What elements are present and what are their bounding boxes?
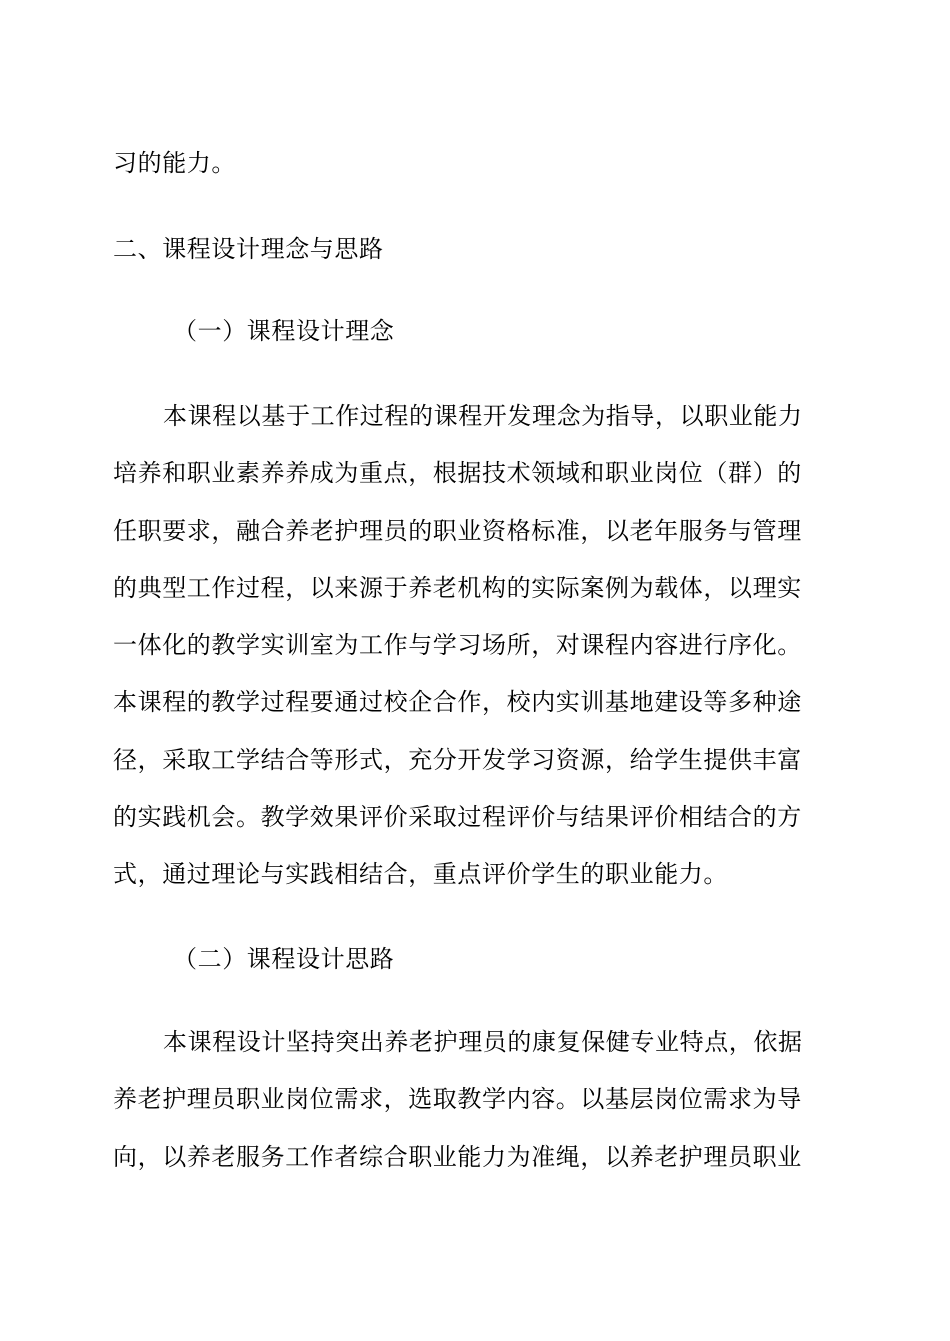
- paragraph-line: 本课程以基于工作过程的课程开发理念为指导，以职业能力: [163, 402, 803, 430]
- paragraph-line: 径，采取工学结合等形式，充分开发学习资源，给学生提供丰富: [113, 745, 802, 774]
- paragraph-line: 一体化的教学实训室为工作与学习场所，对课程内容进行序化。: [113, 631, 802, 660]
- paragraph-line: 本课程的教学过程要通过校企合作，校内实训基地建设等多种途: [113, 688, 802, 717]
- previous-paragraph-tail: 习的能力。: [113, 149, 236, 177]
- subsection-heading-1: （一）课程设计理念: [173, 317, 395, 345]
- section-heading: 二、课程设计理念与思路: [113, 235, 384, 263]
- paragraph-line: 的典型工作过程，以来源于养老机构的实际案例为载体，以理实: [113, 573, 802, 602]
- paragraph-design-philosophy: [113, 388, 803, 904]
- paragraph-line: 的实践机会。教学效果评价采取过程评价与结果评价相结合的方: [113, 803, 802, 832]
- paragraph-design-approach: [113, 1014, 803, 1186]
- paragraph-line: 任职要求，融合养老护理员的职业资格标准，以老年服务与管理: [113, 516, 802, 545]
- paragraph-line: 式，通过理论与实践相结合，重点评价学生的职业能力。: [113, 860, 728, 889]
- paragraph-line: 培养和职业素养养成为重点，根据技术领域和职业岗位（群）的: [113, 459, 802, 488]
- paragraph-line: 本课程设计坚持突出养老护理员的康复保健专业特点，依据: [163, 1028, 803, 1056]
- subsection-heading-2: （二）课程设计思路: [173, 945, 395, 973]
- paragraph-line: 向，以养老服务工作者综合职业能力为准绳，以养老护理员职业: [113, 1142, 802, 1171]
- paragraph-line: 养老护理员职业岗位需求，选取教学内容。以基层岗位需求为导: [113, 1085, 802, 1114]
